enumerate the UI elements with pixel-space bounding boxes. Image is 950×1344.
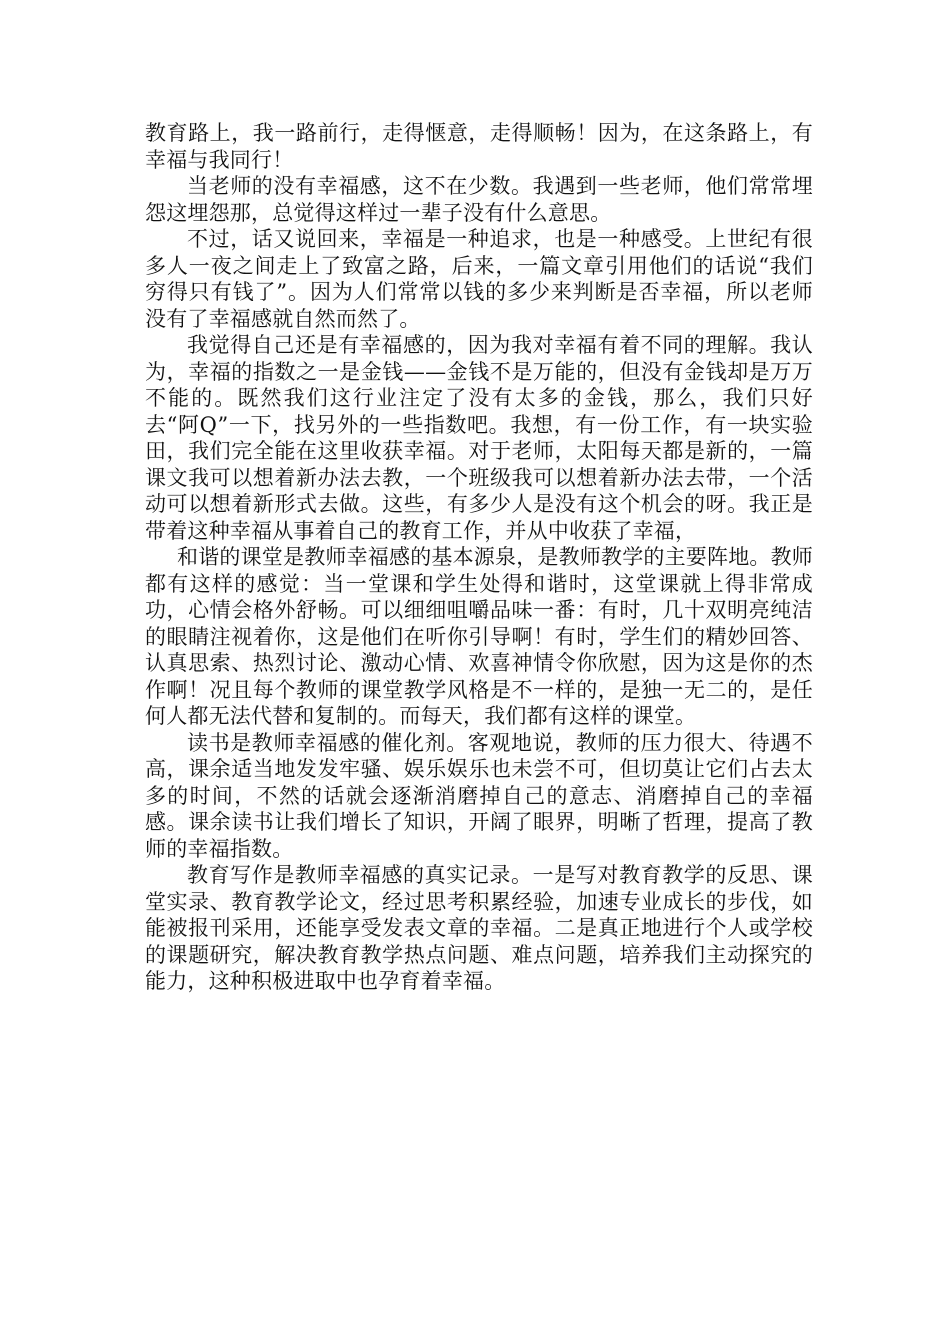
paragraph-pursuit: 不过，话又说回来，幸福是一种追求，也是一种感受。上世纪有很多人一夜之间走上了致富之路，后来，一篇文章引用他们的话说“我们穷得只有钱了”。因为人们常常以钱的多少来判断是否幸福，所以老师没有了幸福感就自然而然了。 xyxy=(145,227,813,331)
document-body xyxy=(145,120,813,995)
paragraph-reading: 读书是教师幸福感的催化剂。客观地说，教师的压力很大、待遇不高，课余适当地发发牢骚、娱乐娱乐也未尝不可，但切莫让它们占去太多的时间，不然的话就会逐渐消磨掉自己的意志、消磨掉自己的幸福感。课余读书让我们增长了知识，开阔了眼界，明晰了哲理，提高了教师的幸福指数。 xyxy=(145,730,813,861)
paragraph-classroom: 和谐的课堂是教师幸福感的基本源泉，是教师教学的主要阵地。教师都有这样的感觉：当一堂课和学生处得和谐时，这堂课就上得非常成功，心情会格外舒畅。可以细细咀嚼品味一番：有时，几十双明亮纯洁的眼睛注视着你，这是他们在听你引导啊！有时，学生们的精妙回答、认真思索、热烈讨论、激动心情、欢喜神情令你欣慰，因为这是你的杰作啊！况且每个教师的课堂教学风格是不一样的，是独一无二的，是任何人都无法代替和复制的。而每天，我们都有这样的课堂。 xyxy=(145,545,813,728)
paragraph-understanding: 我觉得自己还是有幸福感的，因为我对幸福有着不同的理解。我认为，幸福的指数之一是金钱——金钱不是万能的，但没有金钱却是万万不能的。既然我们这行业注定了没有太多的金钱，那么，我们只好去“阿Q”一下，找另外的一些指数吧。我想，有一份工作，有一块实验田，我们完全能在这里收获幸福。对于老师，太阳每天都是新的，一篇课文我可以想着新办法去教，一个班级我可以想着新办法去带，一个活动可以想着新形式去做。这些，有多少人是没有这个机会的呀。我正是带着这种幸福从事着自己的教育工作，并从中收获了幸福， xyxy=(145,333,813,543)
paragraph-writing: 教育写作是教师幸福感的真实记录。一是写对教育教学的反思、课堂实录、教育教学论文，经过思考积累经验，加速专业成长的步伐，如能被报刊采用，还能享受发表文章的幸福。二是真正地进行个人或学校的课题研究，解决教育教学热点问题、难点问题，培养我们主动探究的能力，这种积极进取中也孕育着幸福。 xyxy=(145,863,813,993)
paragraph-intro: 教育路上，我一路前行，走得惬意，走得顺畅！因为，在这条路上，有幸福与我同行！ xyxy=(145,121,813,172)
paragraph-no-happiness: 当老师的没有幸福感，这不在少数。我遇到一些老师，他们常常埋怨这埋怨那，总觉得这样过一辈子没有什么意思。 xyxy=(145,174,813,225)
